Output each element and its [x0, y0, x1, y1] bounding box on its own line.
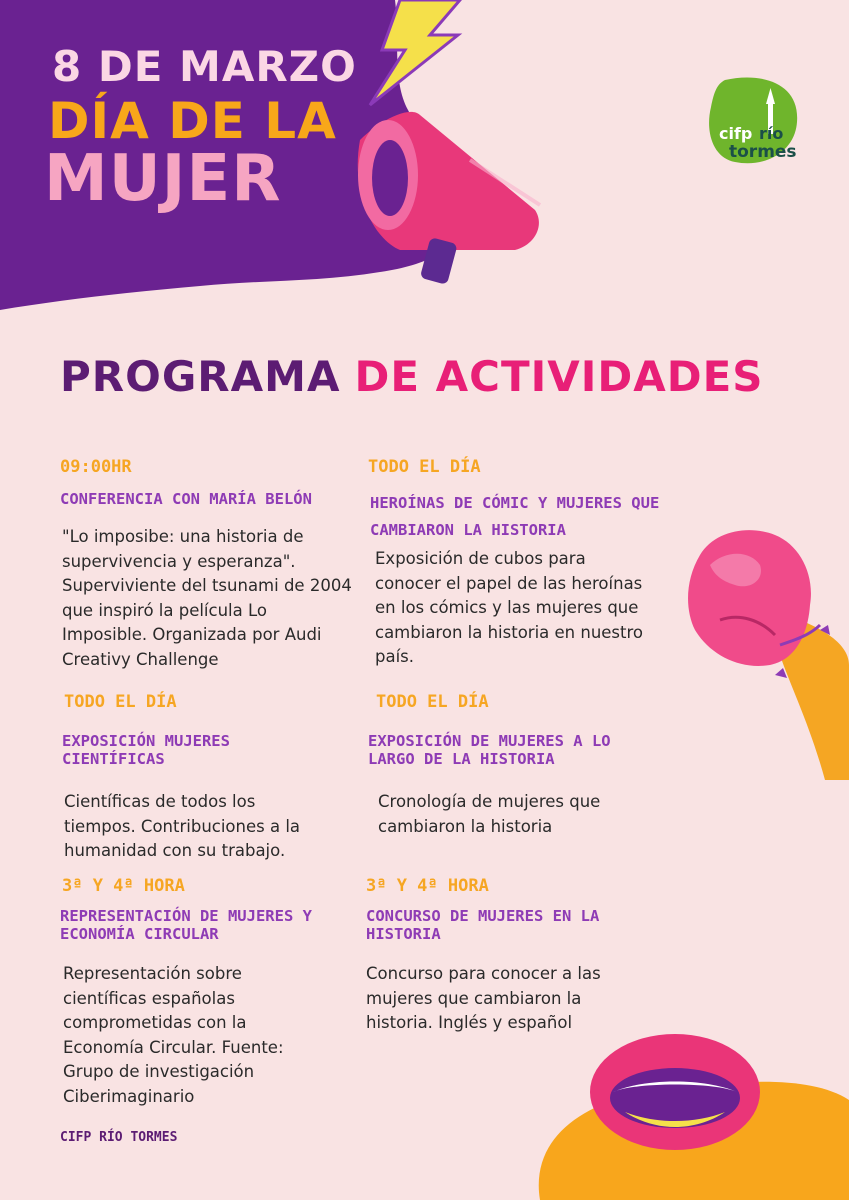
- activity-4-desc: Cronología de mujeres que cambiaron la historia: [378, 792, 601, 836]
- activity-1-time: 09:00HR: [60, 457, 132, 477]
- activity-3-desc: Científicas de todos los tiempos. Contribuciones a la humanidad con su trabajo.: [64, 792, 301, 860]
- activity-4-time: TODO EL DÍA: [376, 692, 489, 712]
- megaphone-icon: [340, 100, 550, 290]
- activity-2-desc: Exposición de cubos para conocer el papel de las heroínas en los cómics y las mujeres que cambiaron la historia en nuestro país.: [375, 549, 644, 666]
- program-heading: [60, 352, 764, 401]
- activity-5-time: 3ª Y 4ª HORA: [62, 876, 185, 896]
- activity-2-time: TODO EL DÍA: [368, 457, 481, 477]
- activity-5-title: REPRESENTACIÓN DE MUJERES Y ECONOMÍA CIRCULAR: [60, 907, 312, 943]
- activity-5-desc: Representación sobre científicas españolas comprometidas con la Economía Circular. Fuente: Grupo de investigación Ciberimaginario: [63, 964, 284, 1106]
- activity-6-time: 3ª Y 4ª HORA: [366, 876, 489, 896]
- activity-6-desc: Concurso para conocer a las mujeres que cambiaron la historia. Inglés y español: [366, 964, 601, 1032]
- activity-2-title: HEROÍNAS DE CÓMIC Y MUJERES QUE CAMBIARON LA HISTORIA: [370, 494, 660, 539]
- lightning-bolt-icon: [360, 0, 470, 110]
- activity-1-desc: "Lo imposibe: una historia de supervivencia y esperanza". Superviviente del tsunami de 2004 que inspiró la película Lo Imposible. Organizada por Audi Creativy Challenge: [62, 527, 352, 669]
- activity-4-title: EXPOSICIÓN DE MUJERES A LO LARGO DE LA HISTORIA: [368, 732, 611, 768]
- raised-fist-icon: [680, 525, 849, 780]
- program-heading-part2: DE ACTIVIDADES: [354, 352, 764, 401]
- activity-3-title: EXPOSICIÓN MUJERES CIENTÍFICAS: [62, 732, 230, 768]
- activity-3-time: TODO EL DÍA: [64, 692, 177, 712]
- logo-tormes: tormes: [729, 142, 797, 162]
- footer-school-name: CIFP RÍO TORMES: [60, 1130, 178, 1145]
- header-title: MUJER: [44, 142, 282, 216]
- logo-cifp: cifp: [719, 124, 753, 143]
- logo-rio: río: [759, 124, 784, 143]
- program-heading-part1: PROGRAMA: [60, 352, 341, 401]
- cifp-logo: [705, 72, 803, 170]
- header-date: 8 DE MARZO: [52, 42, 357, 91]
- mouth-icon: [585, 1020, 765, 1160]
- header-subtitle: DÍA DE LA: [48, 92, 337, 150]
- activity-1-title: CONFERENCIA CON MARÍA BELÓN: [60, 490, 312, 508]
- activity-6-title: CONCURSO DE MUJERES EN LA HISTORIA: [366, 907, 600, 943]
